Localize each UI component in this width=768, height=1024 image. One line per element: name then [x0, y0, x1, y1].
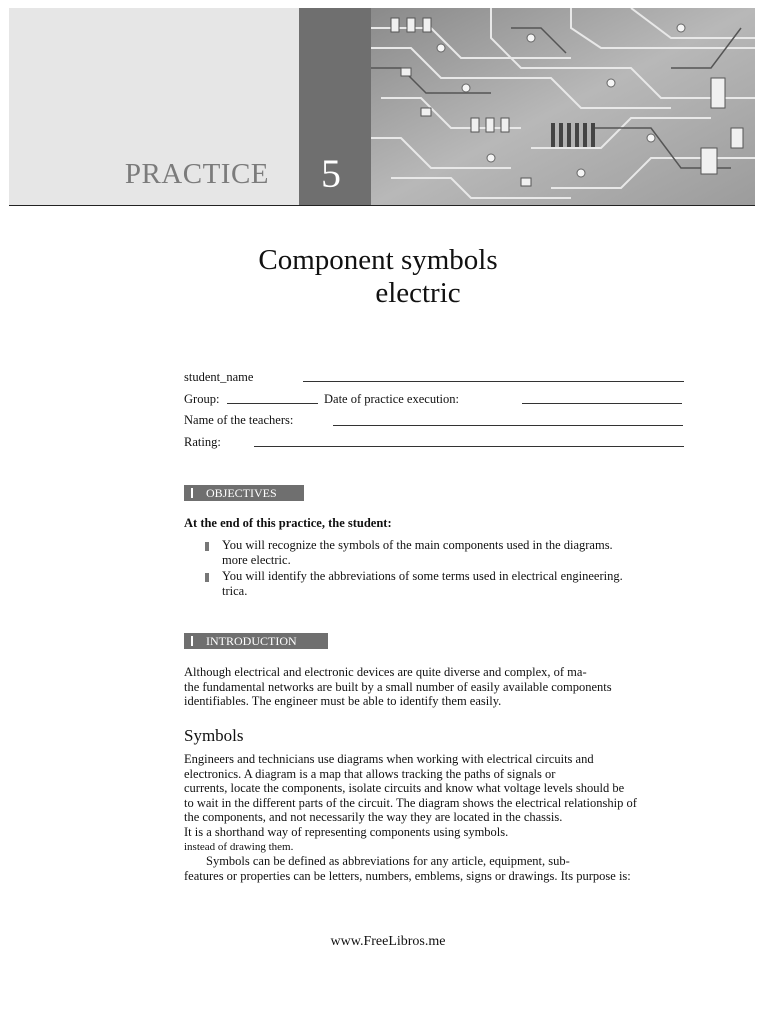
symbols-line: to wait in the different parts of the circuit. The diagram shows the electrical relationship of [184, 795, 637, 810]
symbols-line: the components, and not necessarily the way they are located in the chassis. [184, 810, 563, 825]
student-name-field[interactable] [303, 381, 684, 382]
symbols-heading: Symbols [184, 726, 244, 745]
symbols-line: currents, locate the components, isolate circuits and know what voltage levels should be [184, 781, 625, 796]
teachers-label: Name of the teachers: [184, 413, 294, 427]
page-title-line2: electric [375, 277, 461, 309]
rating-label: Rating: [184, 435, 221, 449]
practice-header [9, 8, 755, 205]
date-field[interactable] [522, 403, 682, 404]
introduction-heading-label: INTRODUCTION [206, 634, 297, 648]
practice-number: 5 [321, 151, 341, 196]
rating-field[interactable] [254, 446, 684, 447]
page-title: Component symbols [258, 244, 498, 276]
intro-line: Although electrical and electronic devices are quite diverse and complex, of ma- [184, 665, 587, 679]
bullet-icon [205, 542, 209, 551]
intro-line: identifiables. The engineer must be able to identify them easily. [184, 694, 502, 709]
heading-bar-icon [191, 636, 193, 646]
objective-text-2b: trica. [222, 584, 248, 598]
objectives-intro: At the end of this practice, the student: [184, 516, 392, 530]
intro-line: the fundamental networks are built by a small number of easily available components [184, 679, 612, 694]
objective-text-2a: You will identify the abbreviations of some terms used in electrical engineering. [222, 569, 623, 583]
bullet-icon [205, 573, 209, 582]
objectives-heading-label: OBJECTIVES [206, 486, 277, 500]
symbols-line: instead of drawing them. [184, 840, 294, 853]
introduction-paragraph [184, 665, 624, 709]
objective-text-1a: You will recognize the symbols of the main components used in the diagrams. [222, 538, 613, 552]
group-field[interactable] [227, 403, 318, 404]
practice-number-box [299, 8, 371, 205]
student-name-label: student_name [184, 370, 254, 384]
header-label-panel [9, 8, 299, 205]
circuit-board-graphic [371, 8, 755, 205]
date-label: Date of practice execution: [324, 392, 459, 406]
heading-bar-icon [191, 488, 193, 498]
header-rule [9, 205, 755, 206]
group-label: Group: [184, 392, 220, 406]
symbols-line: It is a shorthand way of representing components using symbols. [184, 824, 509, 839]
symbols-line: Engineers and technicians use diagrams when working with electrical circuits and [184, 752, 594, 766]
symbols-line: Symbols can be defined as abbreviations for any article, equipment, sub- [206, 854, 570, 869]
objective-text-1b: more electric. [222, 553, 291, 567]
objectives-heading [184, 485, 304, 501]
symbols-line: features or properties can be letters, numbers, emblems, signs or drawings. Its purpose is: [184, 868, 631, 883]
practice-label: PRACTICE [124, 158, 269, 190]
symbols-line: electronics. A diagram is a map that allows tracking the paths of signals or [184, 766, 556, 781]
circuit-board-image [371, 8, 755, 205]
introduction-heading [184, 633, 328, 649]
symbols-paragraph [184, 752, 637, 883]
teachers-field[interactable] [333, 425, 683, 426]
footer-url: www.FreeLibros.me [330, 934, 446, 949]
